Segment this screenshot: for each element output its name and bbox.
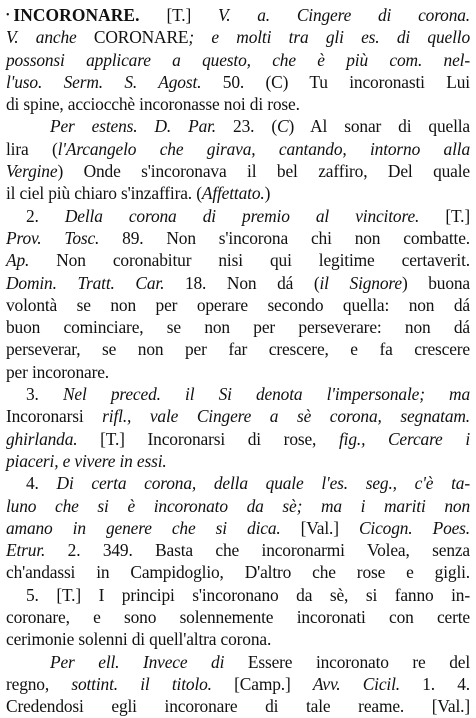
entry-line: amano in genere che si dica. [Val.] Cicogn. Poes. [6,517,470,538]
entry-line: buon cominciare, se non per perseverare: non dá [6,317,470,338]
entry-line: volontà se non per operare secondo quella: non dá [6,294,470,315]
entry-line: Domin. Tratt. Car. 18. Non dá (il Signore) buona [6,272,470,293]
entry-line: Credendosi egli incoronare di tale reame. [Val.] [6,696,470,717]
headword: INCORONARE. [13,5,140,25]
entry-line: 5. [T.] I principi s'incoronano da sè, si fanno in- [26,584,470,605]
entry-line: Prov. Tosc. 89. Non s'incorona chi non combatte. [6,227,470,248]
entry-line: [T.] V. a. Cingere di corona. [166,5,471,25]
entry-line: Etrur. 2. 349. Basta che incoronarmi Volea, senza [6,540,470,561]
entry-line: V. anche CORONARE; e molti tra gli es. di quello [6,27,470,48]
entry-line: ch'andassi in Campidoglio, D'altro che rose e gigli. [6,562,470,583]
entry-line: 4. Di certa corona, della quale l'es. seg., c'è ta- [26,473,470,494]
entry-line: il ciel più chiaro s'inzaffira. (Affettato.) [6,183,271,204]
entry-line: perseverar, se non per far crescere, e fa crescere [6,339,470,360]
entry-line: Incoronarsi rifl., vale Cingere a sè corona, segnatam. [6,406,470,427]
entry-line: regno, sottint. il titolo. [Camp.] Avv. Cicil. 1. 4. [6,673,470,694]
entry-line: luno che si è incoronato da sè; ma i mariti non [6,495,470,516]
entry-line: cerimonie solenni di quell'altra corona. [6,629,272,650]
entry-line: coronare, e sono solennemente incoronati con certe [6,607,470,628]
entry-line: Ap. Non coronabitur nisi qui legitime certaverit. [6,250,470,271]
entry-line: possonsi applicare a questo, che è più com. nel- [6,49,470,70]
entry-first-line [6,4,470,26]
entry-line: piaceri, e vivere in essi. [6,450,167,471]
entry-line: ghirlanda. [T.] Incoronarsi di rose, fig., Cercare i [6,428,470,449]
entry-line: di spine, acciocchè incoronasse noi di rose. [6,94,300,115]
bullet-icon: • [6,10,10,21]
entry-line: Per ell. Invece di Essere incoronato re del [50,651,470,672]
entry-line: lira (l'Arcangelo che girava, cantando, intorno alla [6,138,470,159]
entry-line: per incoronare. [6,361,110,382]
entry-line: Per estens. D. Par. 23. (C) Al sonar di quella [50,116,471,137]
entry-line: Vergine) Onde s'incoronava il bel zaffiro, Del quale [6,161,470,182]
entry-line: 3. Nel preced. il Si denota l'impersonale; ma [26,384,470,405]
entry-line: l'uso. Serm. S. Agost. 50. (C) Tu incoronasti Lui [6,71,470,92]
entry-line: 2. Della corona di premio al vincitore. [T.] [26,205,470,226]
